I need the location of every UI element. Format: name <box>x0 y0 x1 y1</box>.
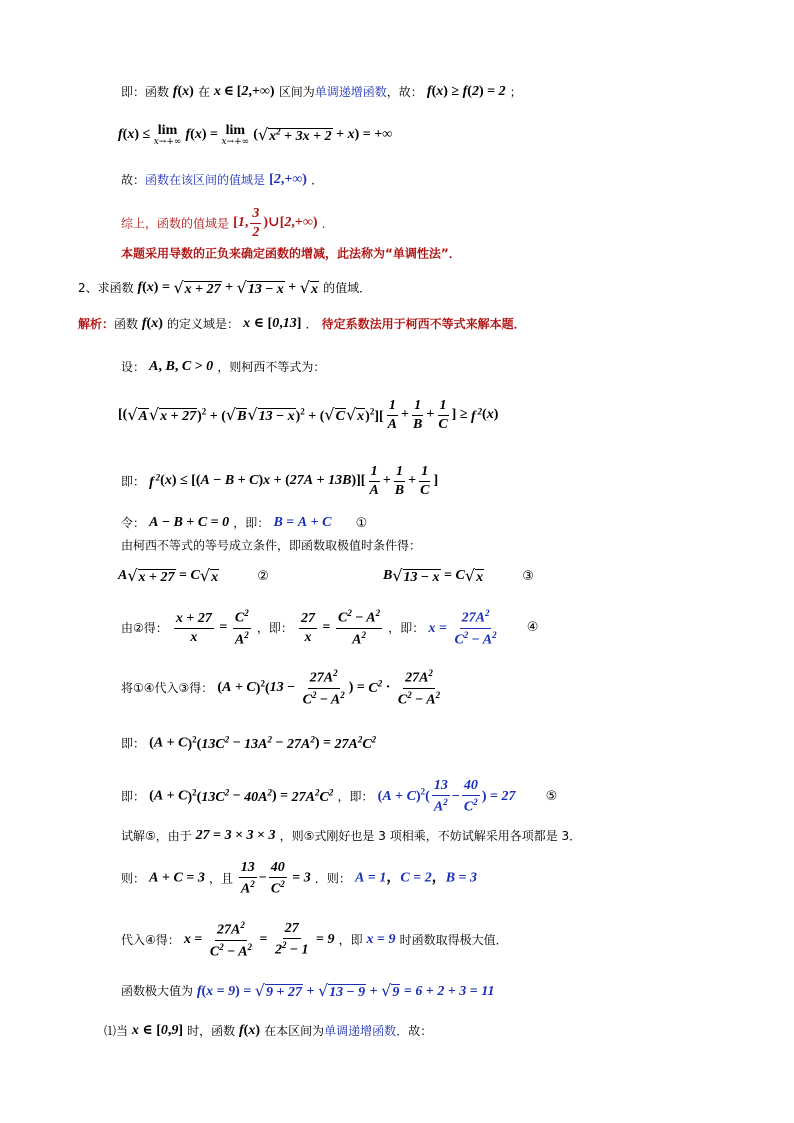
line-13-eq3: B√13 − x = C√x ③ <box>383 566 534 585</box>
line-14: 由②得： $\frac{x + 27}{x}$ = $\frac{C^2}{A^2}$ ，即： $\frac{27}{x}$ = $\frac{C^2 - A^2}{A^2}$ ，即： x = $\frac{27A^2}{C^2 - A^2}$ ④ <box>121 608 539 648</box>
limit-operator: lim x→+∞ <box>153 123 182 147</box>
sqrt-expression: $√x^2 + 3x + 2$ <box>257 125 332 145</box>
line-4-conclusion: 综上，函数的值域是 [1, $\frac{3}{2}$ )∪[2,+∞) ． <box>121 206 334 241</box>
line-2-limit-equation: f(x) ≤ lim x→+∞ f(x) = lim x→+∞ $(√x^2 + 3x + 2 + x)$ = +∞ <box>118 123 393 147</box>
line-10: 即： f $^2$(x) ≤ [(A − B + C)x + (27A + 13B)][ $\frac{1}{A}$ + $\frac{1}{B}$ + $\frac{1}{C}$ ] <box>121 464 439 499</box>
line-12: 由柯西不等式的等号成立条件，即函数取极值时条件得： <box>121 538 422 553</box>
line-21-max-value: 函数极大值为 f(x = 9) = √9 + 27 + √13 − 9 + √9 = 6 + 2 + 3 = 11 <box>121 981 495 1000</box>
line-11: 令： A − B + C = 0 ，即： B = A + C ① <box>121 515 368 531</box>
line-20: 代入④得： x = $\frac{27A^2}{C^2 - A^2}$ = $\frac{27}{2^2 - 1}$ = 9 ，即 x = 9 时函数取得极大值． <box>121 920 508 960</box>
line-22: ⑴当 x ∈ [0,9] 时，函数 f(x) 在本区间为单调递增函数．故： <box>104 1023 433 1039</box>
analysis-line: 解析：函数 f(x) 的定义域是： x ∈ [0,13] ． 待定系数法用于柯西不等式来解本题． <box>78 316 526 332</box>
line-13-eq2: A√x + 27 = C√x ② <box>118 566 269 585</box>
line-1: 即：函数 f(x) 在 x ∈ [2,+∞) 区间为单调递增函数，故： f(x) ≥ f(2) = 2 ； <box>121 84 522 100</box>
line-8: 设： A, B, C > 0 ，则柯西不等式为： <box>121 359 326 375</box>
line-19: 则： A + C = 3 ，且 $\frac{13}{A^2}$ − $\frac{40}{C^2}$ = 3 ．则： A = 1，C = 2，B = 3 <box>121 860 478 897</box>
line-3: 故：函数在该区间的值域是 [2,+∞) ． <box>121 172 324 188</box>
fraction: $\frac{3}{2}$ <box>252 206 260 241</box>
line-17: 即： $(A + C)^2(13C^2 - 40A^2) = 27A^2C^2$ ，即： $(A + C)^2$( $\frac{13}{A^2}$ − $\frac{40}{C^2}$ ) = 27 ⑤ <box>121 778 558 815</box>
limit-operator: lim x→+∞ <box>221 123 250 147</box>
line-16: 即： $(A + C)^2(13C^2 - 13A^2 - 27A^2) = 27A^2C^2$ <box>121 734 377 752</box>
line-5-method-note: 本题采用导数的正负来确定函数的增减，此法称为“单调性法”． <box>121 246 461 261</box>
cauchy-inequality: $[(√A√x + 27)^2 + (√B√13 - x)^2 + (√C√x)^2]$[ $\frac{1}{A}$ + $\frac{1}{B}$ + $\frac{1}{C}$ ] ≥ f $^2$(x) <box>118 398 499 433</box>
line-18: 试解⑤，由于 27 = 3 × 3 × 3 ，则⑤式刚好也是 3 项相乘，不妨试解采用各项都是 3． <box>121 828 582 844</box>
problem-2-statement: 2、求函数 f(x) = √x + 27 + √13 − x + √x 的值域． <box>78 278 372 297</box>
line-15: 将①④代入③得： $(A + C)^2(13$ − $\frac{27A^2}{C^2 - A^2}$ ) = $C^2$ · $\frac{27A^2}{C^2 - A^2}$ <box>121 668 441 708</box>
